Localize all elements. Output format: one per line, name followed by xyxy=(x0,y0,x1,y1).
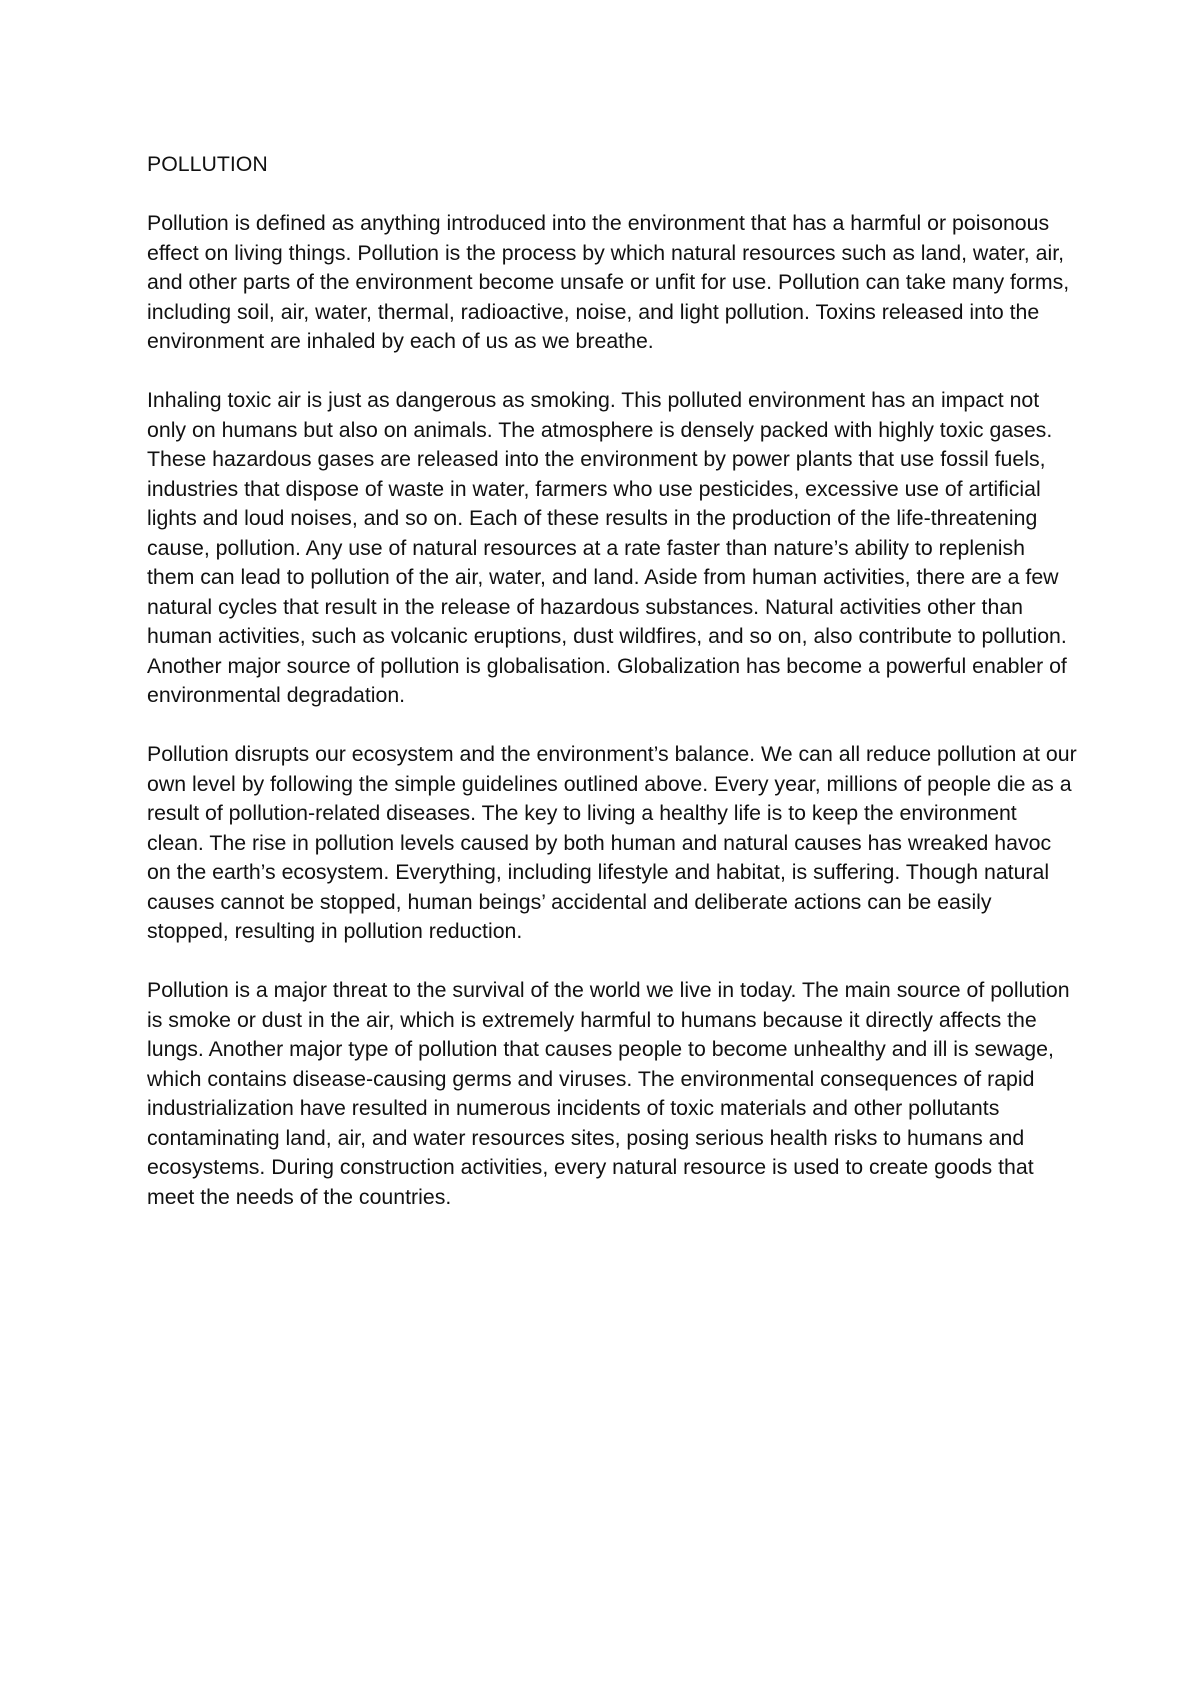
document-body xyxy=(147,150,1077,1242)
paragraph-threat: Pollution is a major threat to the survival of the world we live in today. The main source of pollution is smoke or dust in the air, which is extremely harmful to humans because it directly affects the lungs. Another major type of pollution that causes people to become unhealthy and ill is sewage, which contains disease-causing germs and viruses. The environmental consequences of rapid industrialization have resulted in numerous incidents of toxic materials and other pollutants contaminating land, air, and water resources sites, posing serious health risks to humans and ecosystems. During construction activities, every natural resource is used to create goods that meet the needs of the countries. xyxy=(147,978,1070,1209)
paragraph-effects: Pollution disrupts our ecosystem and the environment’s balance. We can all reduce pollution at our own level by following the simple guidelines outlined above. Every year, millions of people die as a result of pollution-related diseases. The key to living a healthy life is to keep the environment clean. The rise in pollution levels caused by both human and natural causes has wreaked havoc on the earth’s ecosystem. Everything, including lifestyle and habitat, is suffering. Though natural causes cannot be stopped, human beings’ accidental and deliberate actions can be easily stopped, resulting in pollution reduction. xyxy=(147,742,1077,943)
paragraph-causes: Inhaling toxic air is just as dangerous as smoking. This polluted environment has an impact not only on humans but also on animals. The atmosphere is densely packed with highly toxic gases. These hazardous gases are released into the environment by power plants that use fossil fuels, industries that dispose of waste in water, farmers who use pesticides, excessive use of artificial lights and loud noises, and so on. Each of these results in the production of the life-threatening cause, pollution. Any use of natural resources at a rate faster than nature’s ability to replenish them can lead to pollution of the air, water, and land. Aside from human activities, there are a few natural cycles that result in the release of hazardous substances. Natural activities other than human activities, such as volcanic eruptions, dust wildfires, and so on, also contribute to pollution. Another major source of pollution is globalisation. Globalization has become a powerful enabler of environmental degradation. xyxy=(147,388,1067,707)
paragraph-definition: Pollution is defined as anything introduced into the environment that has a harmful or poisonous effect on living things. Pollution is the process by which natural resources such as land, water, air, and other parts of the environment become unsafe or unfit for use. Pollution can take many forms, including soil, air, water, thermal, radioactive, noise, and light pollution. Toxins released into the environment are inhaled by each of us as we breathe. xyxy=(147,211,1070,353)
document-title: POLLUTION xyxy=(147,152,268,176)
